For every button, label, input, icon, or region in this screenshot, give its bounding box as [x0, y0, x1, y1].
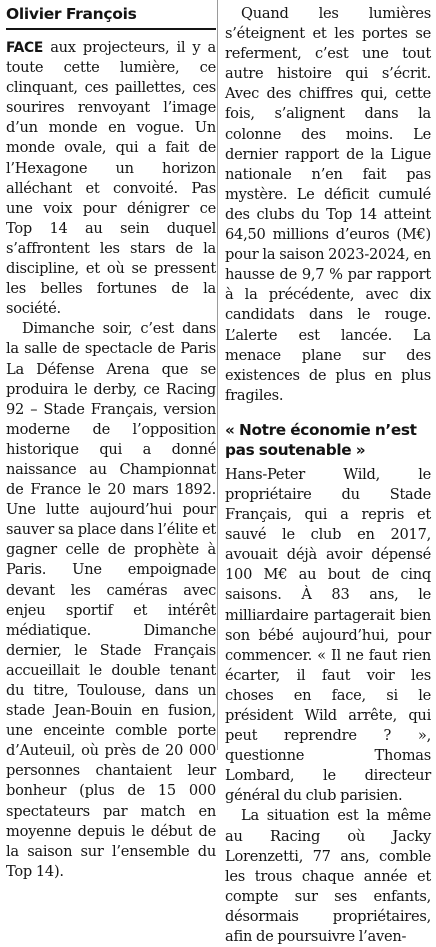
body-paragraph: Hans-Peter Wild, le propriétaire du Stade Français, qui a repris et sauvé le club en 2017, avouait déjà avoir dépensé 100 M€ au bout de cinq saisons. À 83 ans, le milliardaire partagerait bien son bébé aujourd’hui, pour commencer. « Il ne faut rien écarter, il faut voir les choses en face, si le président Wild arrête, qui peut reprendre ? », questionne Thomas Lombard, le directeur général du club parisien. — [225, 465, 431, 805]
subheading: « Notre économie n’est pas soutenable » — [225, 420, 417, 460]
right-column — [225, 4, 431, 947]
lead-paragraph-text: aux projecteurs, il y a toute cette lumière, ce clinquant, ces paillettes, ces sourires renvoyant l’image d’un monde en vogue. Un monde ovale, qui a fait de l’Hexagone un horizon alléchant et convoité. Pas une voix pour dénigrer ce Top 14 au sein duquel s’affrontent les stars de la discipline, et où se pressent les belles fortunes de la société. — [6, 39, 216, 318]
author-byline: Olivier François — [6, 5, 137, 23]
body-paragraph: Quand les lumières s’éteignent et les portes se referment, c’est une tout autre histoire qui s’écrit. Avec des chiffres qui, cette fois, s’alignent dans la colonne des moins. Le dernier rapport de la Ligue nationale n’en fait pas mystère. Le déficit cumulé des clubs du Top 14 atteint 64,50 millions d’euros (M€) pour la saison 2023-2024, en hausse de 9,7 % par rapport à la précédente, avec dix candidats dans le rouge. L’alerte est lancée. La menace plane sur des existences de plus en plus fragiles. — [225, 5, 431, 404]
lead-paragraph — [6, 38, 216, 319]
column-divider — [217, 0, 218, 750]
byline-rule — [6, 28, 216, 30]
body-paragraph: Dimanche soir, c’est dans la salle de spectacle de Paris La Défense Arena que se produira le derby, ce Racing 92 – Stade Français, version moderne de l’opposition historique qui a donné naissance au Championnat de France le 20 mars 1892. Une lutte aujourd’hui pour sauver sa place dans l’élite et gagner celle de prophète à Paris. Une empoignade devant les caméras avec enjeu sportif et intérêt médiatique. Dimanche dernier, le Stade Français accueillait le double tenant du titre, Toulouse, dans un stade Jean-Bouin en fusion, une enceinte comble porte d’Auteuil, où près de 20 000 personnes chantaient leur bonheur (plus de 15 000 spectateurs par match en moyenne depuis le début de la saison sur l’ensemble du Top 14). — [6, 320, 216, 880]
body-paragraph: La situation est la même au Racing où Jacky Lorenzetti, 77 ans, comble les trous chaque année et compte sur ses enfants, désormais propriétaires, afin de poursuivre l’aven- — [225, 807, 431, 946]
lead-word: FACE — [6, 40, 44, 56]
left-column — [6, 4, 216, 882]
